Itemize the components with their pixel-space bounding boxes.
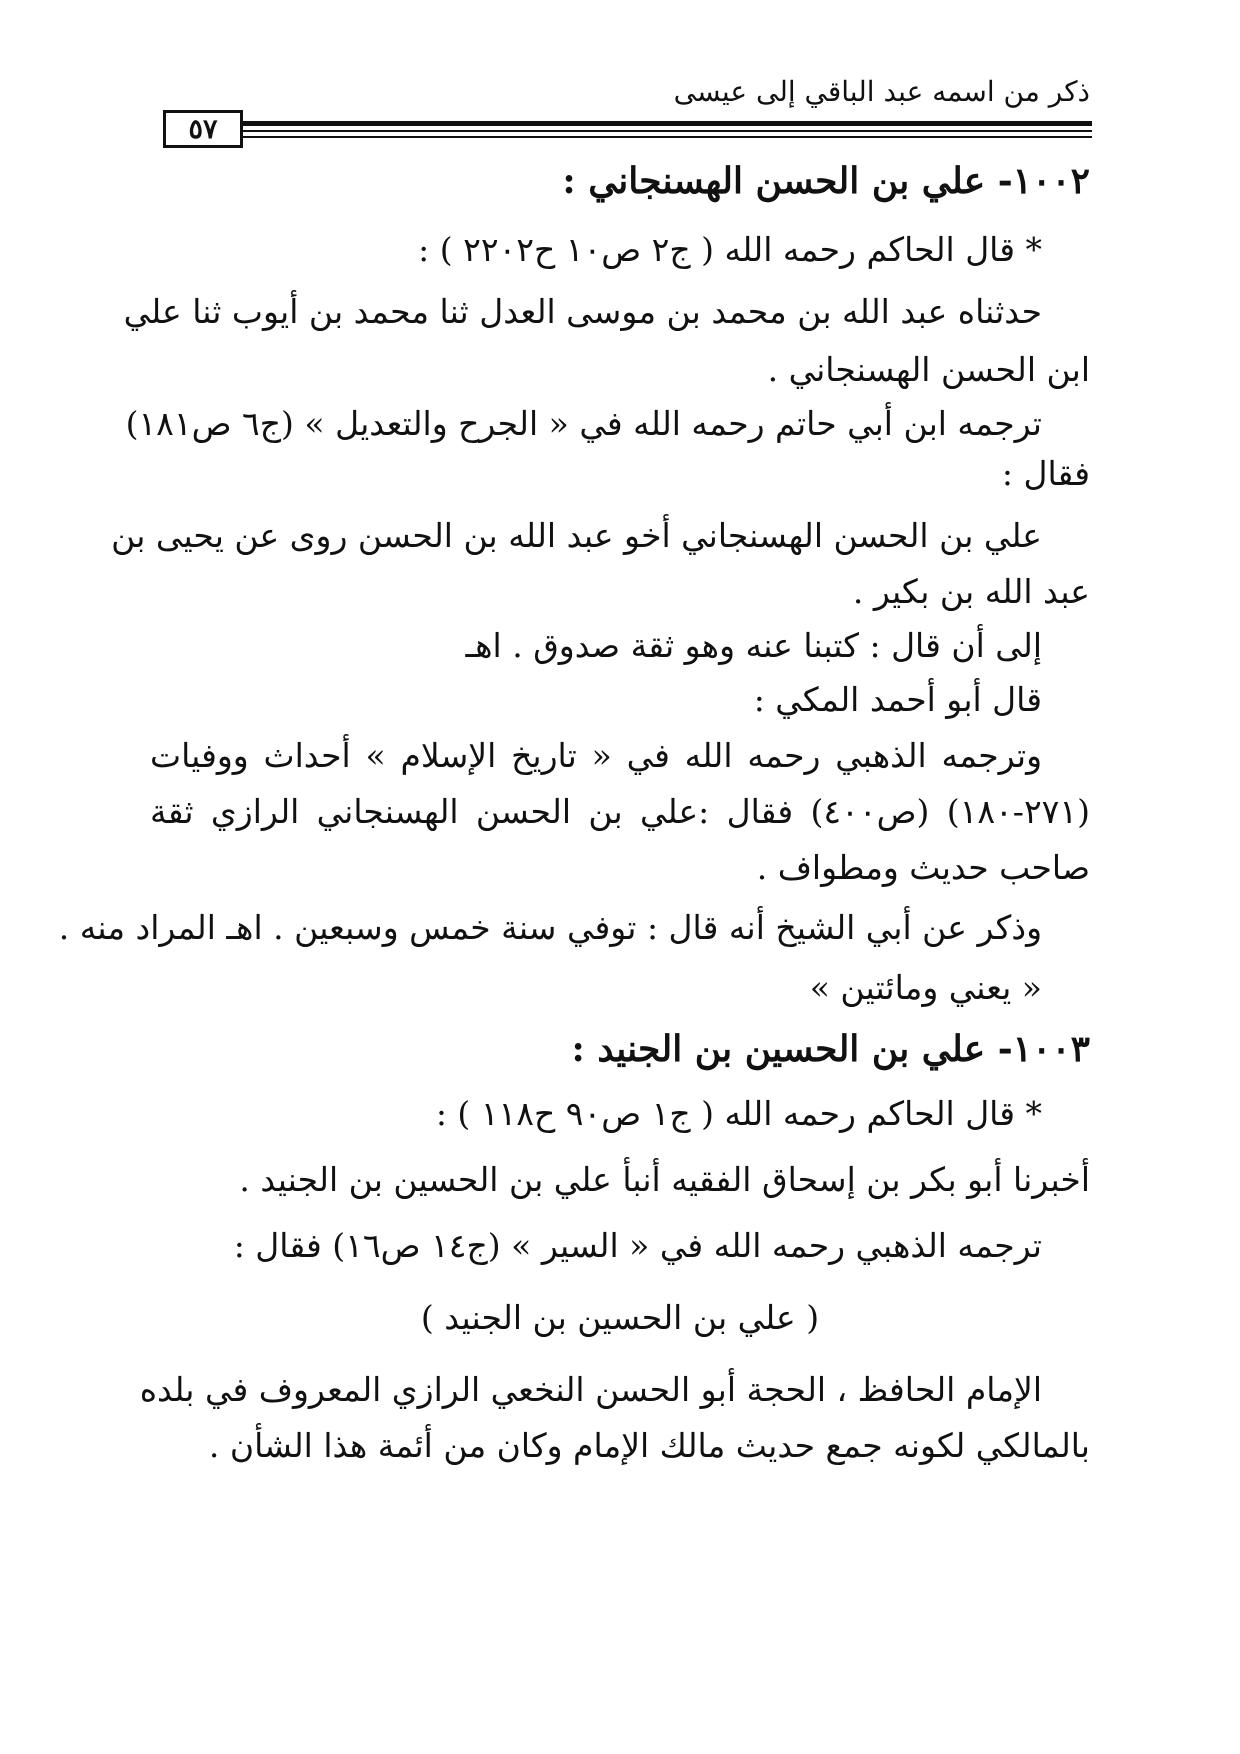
- entry-1003-bio-line-2: بالمالكي لكونه جمع حديث مالك الإمام وكان من أئمة هذا الشأن .: [208, 1426, 1090, 1465]
- header-rule-thin: [243, 136, 1092, 138]
- entry-1002-isnad-line-2: ابن الحسن الهسنجاني .: [767, 350, 1090, 389]
- entry-1003-dhahabi-citation: ترجمه الذهبي رحمه الله في « السير » (ج١٤ ص١٦) فقال :: [233, 1226, 1042, 1265]
- entry-1002-note: « يعني ومائتين »: [809, 968, 1042, 1007]
- entry-1002-dhahabi-line-2: (٢٧١-١٨٠) (ص٤٠٠) فقال :علي بن الحسن الهسنجاني الرازي ثقة: [150, 792, 1090, 831]
- page-number: ٥٧: [188, 113, 218, 145]
- entry-1002-hakim-citation: * قال الحاكم رحمه الله ( ج٢ ص١٠ ح٢٢٠٢ ) :: [418, 230, 1042, 269]
- running-title: ذكر من اسمه عبد الباقي إلى عيسى: [673, 75, 1090, 108]
- entry-1003-isnad: أخبرنا أبو بكر بن إسحاق الفقيه أنبأ علي بن الحسين بن الجنيد .: [239, 1160, 1090, 1199]
- page-number-box: [163, 110, 243, 148]
- entry-1003-name-heading: ( علي بن الحسين بن الجنيد ): [420, 1298, 820, 1337]
- header-rule-thin: [243, 130, 1092, 132]
- entry-1002-isnad-line-1: حدثناه عبد الله بن محمد بن موسى العدل ثنا محمد بن أيوب ثنا علي: [123, 292, 1042, 331]
- entry-1002-abu-ahmad: قال أبو أحمد المكي :: [753, 680, 1042, 719]
- entry-1003-heading: ١٠٠٣- علي بن الحسين بن الجنيد :: [571, 1028, 1090, 1070]
- entry-1003-bio-line-1: الإمام الحافظ ، الحجة أبو الحسن النخعي الرازي المعروف في بلده: [139, 1370, 1042, 1409]
- entry-1002-bio-line-2: عبد الله بن بكير .: [852, 572, 1090, 611]
- entry-1002-heading: ١٠٠٢- علي بن الحسن الهسنجاني :: [562, 160, 1090, 202]
- entry-1002-dhahabi-line-1: وترجمه الذهبي رحمه الله في « تاريخ الإسلام » أحداث ووفيات: [150, 736, 1042, 775]
- entry-1002-abi-hatim-line-2: فقال :: [1001, 454, 1090, 493]
- entry-1002-ila-an-qal: إلى أن قال : كتبنا عنه وهو ثقة صدوق . اهـ: [465, 626, 1042, 665]
- entry-1002-abi-hatim-line-1: ترجمه ابن أبي حاتم رحمه الله في « الجرح والتعديل » (ج٦ ص١٨١): [125, 404, 1042, 443]
- entry-1002-dhahabi-line-3: صاحب حديث ومطواف .: [756, 848, 1090, 887]
- entry-1002-abu-shaykh: وذكر عن أبي الشيخ أنه قال : توفي سنة خمس وسبعين . اهـ المراد منه .: [58, 908, 1042, 947]
- entry-1003-hakim-citation: * قال الحاكم رحمه الله ( ج١ ص٩٠ ح١١٨ ) :: [435, 1094, 1042, 1133]
- header-rule-thick: [243, 121, 1092, 126]
- entry-1002-bio-line-1: علي بن الحسن الهسنجاني أخو عبد الله بن الحسن روى عن يحيى بن: [111, 516, 1042, 555]
